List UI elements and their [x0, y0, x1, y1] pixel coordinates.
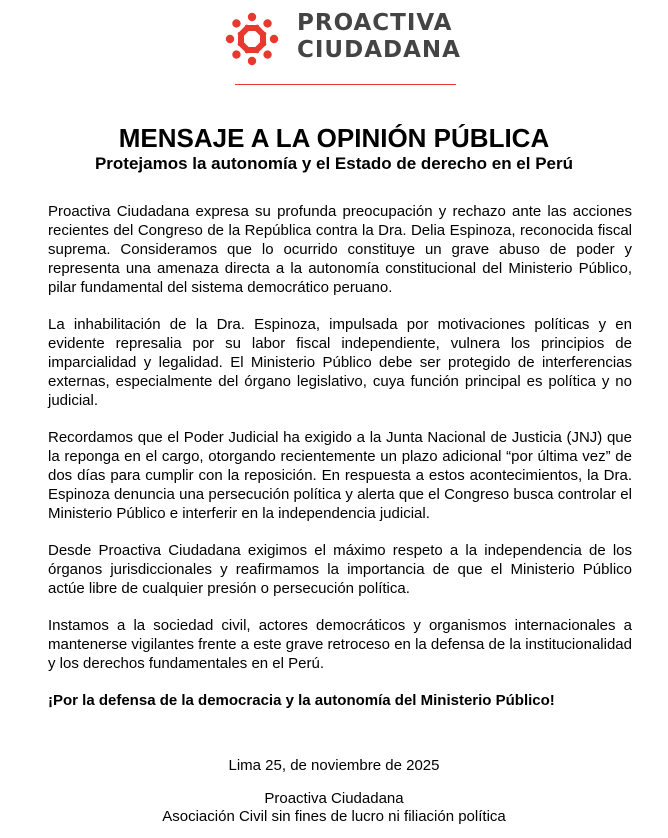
signature-block	[0, 790, 668, 826]
page-title: MENSAJE A LA OPINIÓN PÚBLICA	[118, 123, 550, 153]
page-subtitle: Protejamos la autonomía y el Estado de derecho en el Perú	[94, 154, 574, 173]
signature-name: Proactiva Ciudadana	[264, 790, 404, 807]
header-divider	[235, 84, 456, 85]
signature-description: Asociación Civil sin fines de lucro ni filiación política	[162, 808, 506, 825]
date-line: Lima 25, de noviembre de 2025	[228, 757, 440, 774]
closing-statement: ¡Por la defensa de la democracia y la autonomía del Ministerio Público!	[48, 692, 555, 709]
paragraph-1: Proactiva Ciudadana expresa su profunda preocupación y rechazo ante las acciones recientes del Congreso de la República contra la Dra. Delia Espinoza, reconocida fiscal suprema. Consideramos que lo ocurrido constituye un grave abuso de poder y representa una amenaza directa a la autonomía constitucional del Ministerio Público, pilar fundamental del sistema democrático peruano.	[48, 203, 632, 296]
logo-wordmark	[297, 10, 461, 64]
message-body	[48, 202, 632, 728]
paragraph-4: Desde Proactiva Ciudadana exigimos el máximo respeto a la independencia de los órganos jurisdiccionales y reafirmamos la importancia de que el Ministerio Público actúe libre de cualquier presión o persecución política.	[48, 542, 632, 597]
paragraph-2: La inhabilitación de la Dra. Espinoza, impulsada por motivaciones políticas y en evidente represalia por su labor fiscal independiente, vulnera los principios de imparcialidad y legalidad. El Ministerio Público debe ser protegido de interferencias externas, especialmente del órgano legislativo, cuya función principal es política y no judicial.	[48, 316, 632, 409]
header	[0, 8, 668, 68]
logo-line-1: PROACTIVA	[297, 10, 453, 36]
logo-line-2: CIUDADANA	[297, 37, 461, 63]
paragraph-3: Recordamos que el Poder Judicial ha exigido a la Junta Nacional de Justicia (JNJ) que la reponga en el cargo, otorgando recientemente un plazo adicional “por última vez” de dos días para cumplir con la reposición. En respuesta a estos acontecimientos, la Dra. Espinoza denuncia una persecución política y alerta que el Congreso busca controlar el Ministerio Público e interferir en la independencia judicial.	[48, 429, 632, 522]
paragraph-5: Instamos a la sociedad civil, actores democráticos y organismos internacionales a mantenerse vigilantes frente a este grave retroceso en la defensa de la institucionalidad y los derechos fundamentales en el Perú.	[48, 617, 632, 672]
proactiva-logo-icon	[222, 10, 282, 68]
